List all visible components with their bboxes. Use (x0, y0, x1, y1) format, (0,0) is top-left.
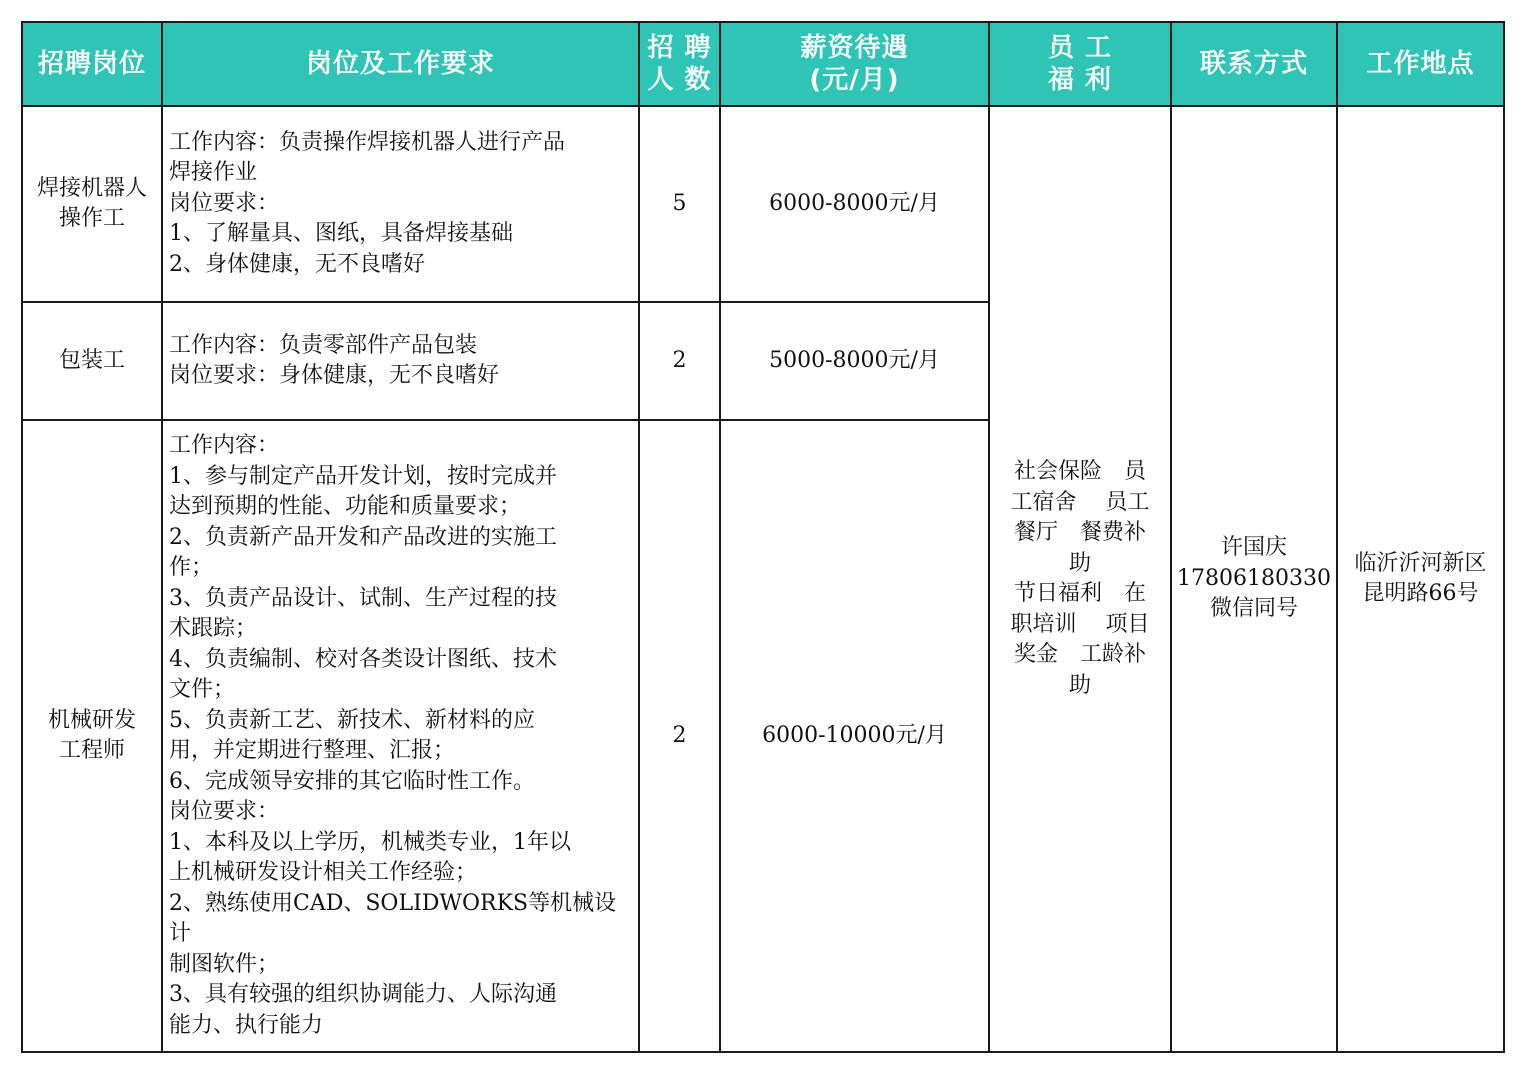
job-table (21, 21, 1505, 1053)
count-cell: 2 (639, 302, 720, 420)
requirements-cell: 工作内容：负责操作焊接机器人进行产品 焊接作业 岗位要求： 1、了解量具、图纸，具备焊接基础 2、身体健康，无不良嗜好 (162, 106, 639, 302)
header-contact: 联系方式 (1171, 22, 1337, 106)
count-cell: 2 (639, 420, 720, 1052)
benefits-text: 社会保险 员 工宿舍 员工 餐厅 餐费补 助 节日福利 在 职培训 项目 奖金 工龄补 助 (1010, 459, 1150, 698)
location-cell: 临沂沂河新区 昆明路66号 (1337, 106, 1504, 1052)
header-benefits: 员 工 福 利 (989, 22, 1171, 106)
count-cell: 5 (639, 106, 720, 302)
salary-cell: 6000-10000元/月 (720, 420, 989, 1052)
requirements-cell: 工作内容：负责零部件产品包装 岗位要求：身体健康，无不良嗜好 (162, 302, 639, 420)
contact-cell: 许国庆 17806180330 微信同号 (1171, 106, 1337, 1052)
table-row (22, 106, 1504, 302)
header-count: 招 聘 人 数 (639, 22, 720, 106)
position-cell: 机械研发 工程师 (22, 420, 162, 1052)
header-salary: 薪资待遇 (元/月) (720, 22, 989, 106)
position-cell: 包装工 (22, 302, 162, 420)
header-requirements: 岗位及工作要求 (162, 22, 639, 106)
benefits-cell (989, 106, 1171, 1052)
salary-cell: 5000-8000元/月 (720, 302, 989, 420)
requirements-cell: 工作内容： 1、参与制定产品开发计划，按时完成并 达到预期的性能、功能和质量要求； 2、负责新产品开发和产品改进的实施工 作； 3、负责产品设计、试制、生产过程的技 术跟踪； 4、负责编制、校对各类设计图纸、技术 文件； 5、负责新工艺、新技术、新材料的应 用，并定期进行整理、汇报； 6、完成领导安排的其它临时性工作。 岗位要求： 1、本科及以上学历，机械类专业，1年以 上机械研发设计相关工作经验； 2、熟练使用CAD、SOLIDWORKS等机械设计 制图软件； 3、具有较强的组织协调能力、人际沟通 能力、执行能力 (162, 420, 639, 1052)
header-location: 工作地点 (1337, 22, 1504, 106)
position-cell: 焊接机器人 操作工 (22, 106, 162, 302)
header-row (22, 22, 1504, 106)
header-position: 招聘岗位 (22, 22, 162, 106)
salary-cell: 6000-8000元/月 (720, 106, 989, 302)
